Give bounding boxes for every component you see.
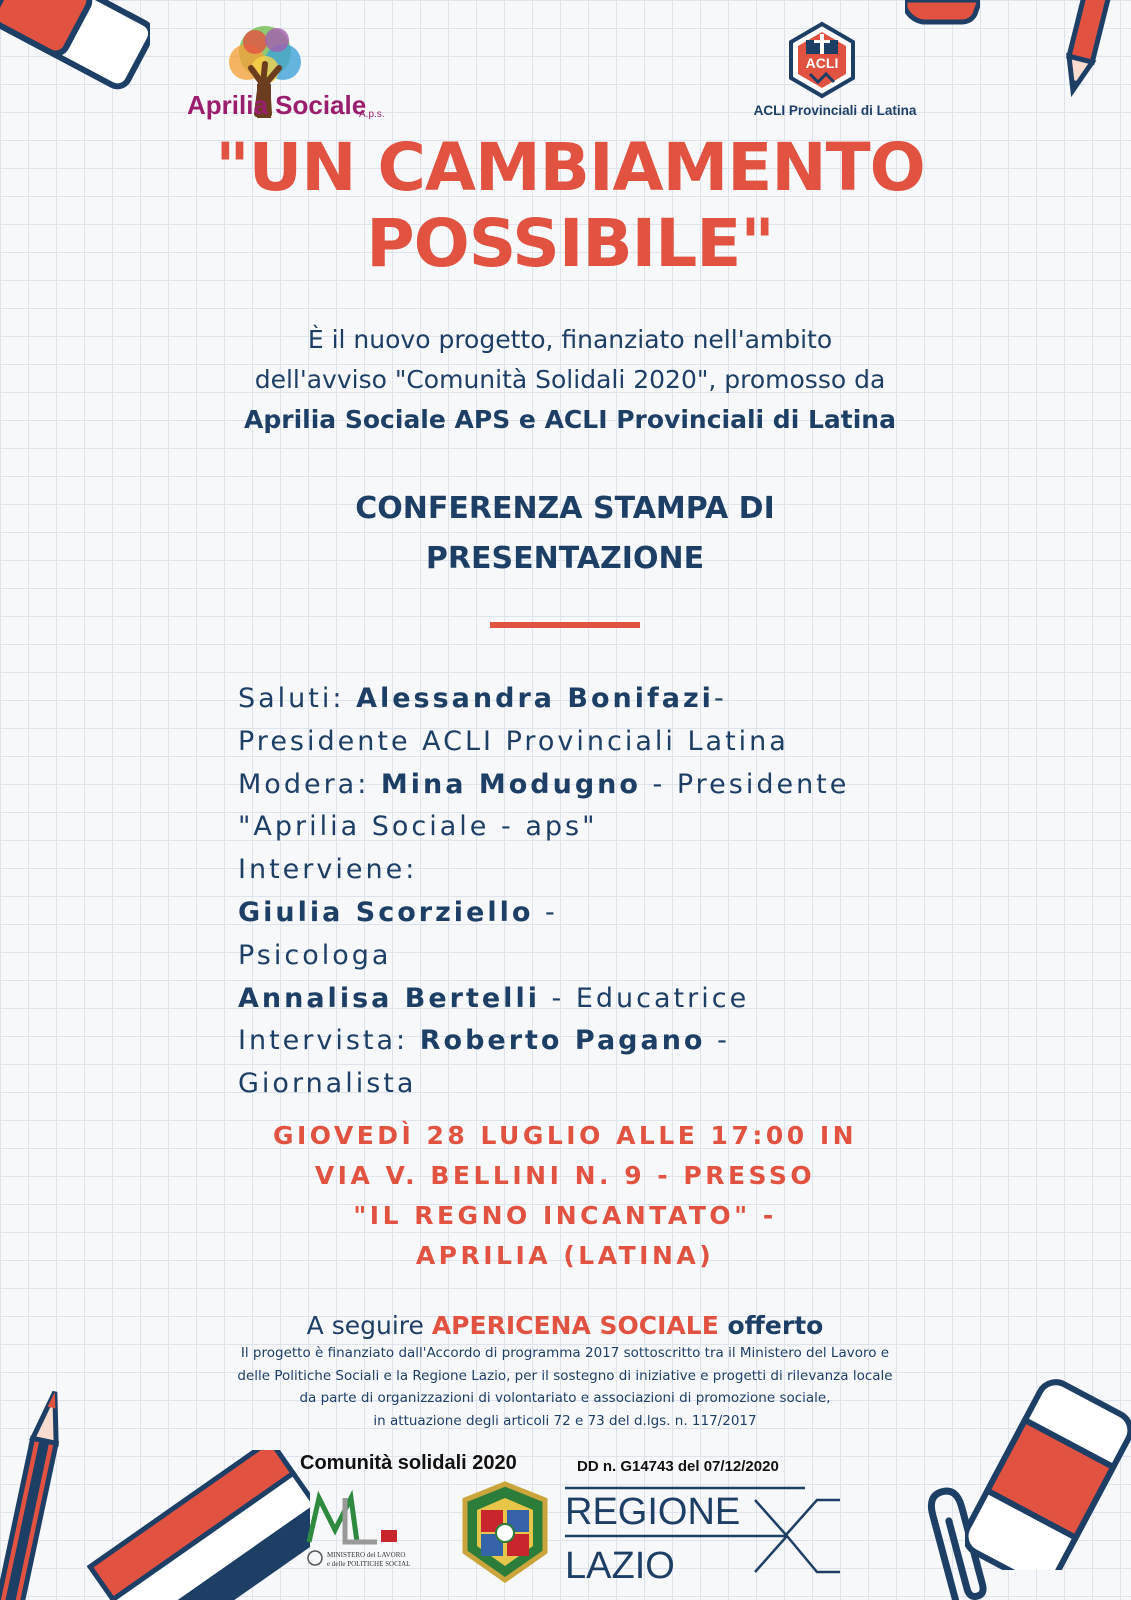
modera-name: Mina Modugno	[380, 768, 641, 800]
comunita-solidali-label: Comunità solidali 2020	[300, 1452, 517, 1474]
divider	[490, 622, 640, 628]
event-date-location	[250, 1116, 880, 1276]
saluti-name: Alessandra Bonifazi	[356, 683, 714, 714]
modera-org: "Aprilia Sociale - aps"	[238, 811, 598, 843]
program-line	[238, 1020, 898, 1063]
when-line: APRILIA (LATINA)	[415, 1241, 715, 1270]
tree-of-hands-icon	[185, 22, 395, 132]
intervista-dash: -	[705, 1025, 730, 1057]
apericena-line	[200, 1310, 930, 1342]
promoters-line: Aprilia Sociale APS e ACLI Provinciali di Latina	[244, 405, 896, 434]
saluti-dash: -	[713, 683, 727, 714]
conference-line: CONFERENZA STAMPA DI	[355, 491, 775, 526]
program-line	[238, 892, 898, 935]
program-line	[238, 935, 898, 978]
funding-line: Il progetto è finanziato dall'Accordo di programma 2017 sottoscritto tra il Ministero del Lavoro e	[240, 1345, 890, 1361]
funding-line: in attuazione degli articoli 72 e 73 del d.lgs. n. 117/2017	[373, 1412, 757, 1429]
speaker1-dash: -	[533, 896, 558, 928]
svg-text:ACLI Provinciali di Latina: ACLI Provinciali di Latina	[753, 103, 917, 118]
intro-text	[170, 320, 970, 440]
acli-emblem-icon	[791, 24, 853, 96]
when-line: GIOVEDÌ 28 LUGLIO ALLE 17:00 IN	[272, 1121, 858, 1150]
funding-line: delle Politiche Sociali e la Regione Lazio, per il sostegno di iniziative e progetti di rilevanza locale	[237, 1367, 893, 1384]
interviene-label: Interviene:	[238, 854, 418, 886]
speaker1-role: Psicologa	[238, 939, 392, 971]
intro-line: dell'avviso "Comunità Solidali 2020", promosso da	[254, 365, 886, 394]
saluti-role: Presidente ACLI Provinciali Latina	[238, 725, 789, 757]
aprilia-sociale-logo	[185, 22, 395, 132]
program-line	[238, 721, 898, 764]
title-line: POSSIBILE"	[366, 205, 774, 282]
eraser-icon	[965, 1370, 1131, 1570]
funding-note	[180, 1342, 950, 1432]
intervista-name: Roberto Pagano	[419, 1025, 706, 1057]
when-line: "IL REGNO INCANTATO" -	[353, 1201, 777, 1230]
title-line: "UN CAMBIAMENTO	[215, 129, 925, 206]
event-title	[140, 130, 1000, 282]
svg-text:REGIONE: REGIONE	[565, 1491, 741, 1533]
svg-text:A.p.s.: A.p.s.	[359, 109, 385, 120]
intervista-label: Intervista:	[238, 1025, 420, 1057]
pencil-icon	[1055, 0, 1115, 100]
apericena-highlight: APERICENA SOCIALE	[431, 1311, 719, 1340]
intervista-role: Giornalista	[238, 1068, 417, 1100]
ministero-logo	[305, 1490, 410, 1580]
program-line	[238, 806, 898, 849]
modera-role: - Presidente	[640, 768, 850, 800]
svg-text:ACLI: ACLI	[805, 55, 839, 71]
book-icon	[70, 1450, 310, 1600]
program-line	[238, 849, 898, 892]
decree-number: DD n. G14743 del 07/12/2020	[577, 1458, 779, 1475]
svg-text:e delle POLITICHE SOCIALI: e delle POLITICHE SOCIALI	[327, 1560, 410, 1568]
svg-text:LAZIO: LAZIO	[565, 1545, 675, 1587]
regione-stemma-icon	[455, 1480, 555, 1585]
regione-lazio-logo	[565, 1480, 840, 1588]
acli-logo	[740, 12, 930, 124]
speaker2-role: - Educatrice	[539, 982, 750, 1014]
svg-text:Aprilia Sociale: Aprilia Sociale	[187, 90, 367, 120]
emblem-icon	[308, 1551, 322, 1565]
intro-line: È il nuovo progetto, finanziato nell'ambito	[307, 325, 833, 354]
program-list	[238, 678, 898, 1106]
apericena-prefix: A seguire	[306, 1311, 432, 1340]
speaker1-name: Giulia Scorziello	[238, 896, 534, 928]
saluti-label: Saluti:	[238, 683, 357, 714]
when-line: VIA V. BELLINI N. 9 - PRESSO	[314, 1161, 816, 1190]
conference-line: PRESENTAZIONE	[425, 541, 705, 576]
eraser-icon	[0, 0, 150, 100]
svg-text:MINISTERO del LAVORO: MINISTERO del LAVORO	[327, 1551, 406, 1559]
pencil-icon	[0, 1380, 70, 1600]
program-line	[238, 678, 898, 721]
program-line	[238, 978, 898, 1021]
funding-line: da parte di organizzazioni di volontariato e associazioni di promozione sociale,	[299, 1390, 831, 1406]
speaker2-name: Annalisa Bertelli	[238, 982, 540, 1014]
modera-label: Modera:	[238, 768, 381, 800]
conference-heading	[240, 484, 890, 584]
apericena-suffix: offerto	[718, 1311, 824, 1340]
program-line	[238, 764, 898, 807]
program-line	[238, 1063, 898, 1106]
